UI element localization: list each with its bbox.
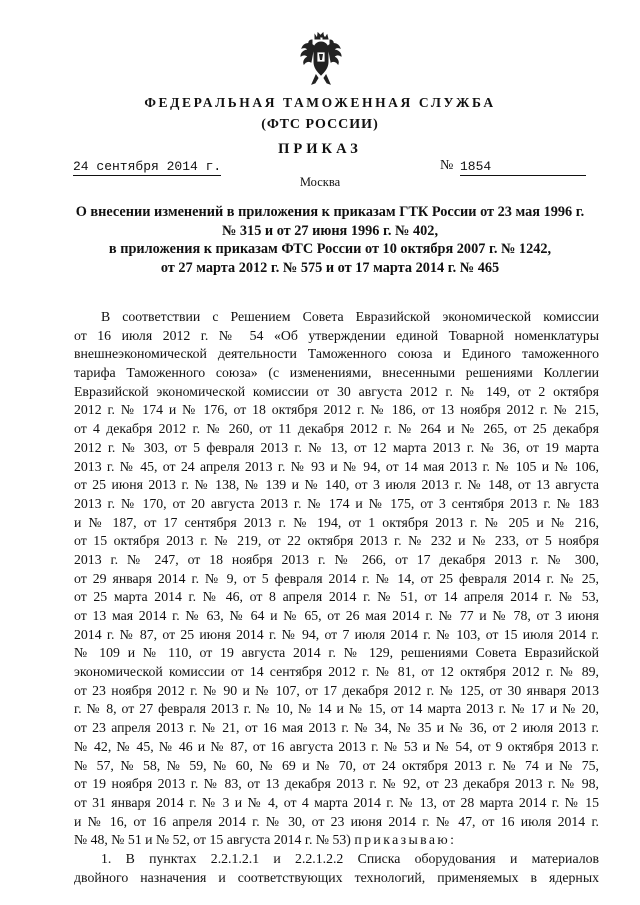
subject-line: О внесении изменений в приложения к приказам ГТК России от 23 мая 1996 г.	[75, 204, 585, 220]
agency-short-name: (ФТС РОССИИ)	[261, 117, 379, 132]
body-line: № 57, № 58, № 59, № 60, № 69 и № 70, от 24 октября 2013 г. № 74 и № 75,	[74, 757, 599, 773]
subject-line: в приложения к приказам ФТС России от 10 октября 2007 г. № 1242,	[108, 241, 552, 257]
body-line: В соответствии с Решением Совета Евразийской экономической комиссии	[101, 309, 599, 324]
body-line: 2013 г. № 45, от 24 апреля 2013 г. № 93 и № 94, от 14 мая 2013 г. № 105 и № 106,	[74, 458, 599, 474]
body-line: тарифа Таможенного союза» (с изменениями, внесенными решениями Коллегии	[74, 365, 599, 381]
city-of-issue: Москва	[299, 175, 341, 189]
order-body	[74, 308, 599, 887]
body-line: от 16 июля 2012 г. № 54 «Об утверждении единой Товарной номенклатуры	[74, 327, 599, 343]
agency-name: ФЕДЕРАЛЬНАЯ ТАМОЖЕННАЯ СЛУЖБА	[144, 95, 496, 110]
order-date: 24 сентября 2014 г.	[73, 159, 222, 174]
body-line: 2014 г. № 87, от 25 июня 2014 г. № 94, от 7 июля 2014 г. № 103, от 15 июля 2014 г.	[74, 626, 599, 642]
body-line: от 13 мая 2014 г. № 63, № 64 и № 65, от 26 мая 2014 г. № 77 и № 78, от 3 июня	[74, 608, 599, 623]
subject-line: № 315 и от 27 июня 1996 г. № 402,	[221, 222, 439, 239]
body-line: от 25 марта 2014 г. № 46, от 8 апреля 2014 г. № 51, от 14 апреля 2014 г. № 53,	[74, 589, 599, 605]
body-line: от 29 января 2014 г. № 9, от 5 февраля 2014 г. № 14, от 25 февраля 2014 г. № 25,	[74, 570, 599, 586]
order-word: приказываю:	[354, 832, 457, 848]
item-line: 1. В пунктах 2.2.1.2.1 и 2.2.1.2.2 Списка оборудования и материалов	[101, 850, 599, 866]
body-line: экономической комиссии от 14 сентября 2012 г. № 81, от 12 октября 2012 г. № 89,	[74, 664, 599, 680]
body-line: от 19 ноября 2013 г. № 83, от 13 декабря 2013 г. № 92, от 23 декабря 2013 г. № 98,	[74, 776, 599, 792]
body-line: 2012 г. № 303, от 5 февраля 2013 г. № 13, от 12 марта 2013 г. № 36, от 19 марта	[74, 439, 599, 455]
order-subject	[60, 203, 600, 277]
body-line-text: № 48, № 51 и № 52, от 15 августа 2014 г. № 53)	[74, 832, 355, 848]
order-number: 1854	[460, 159, 586, 176]
body-line: внешнеэкономической деятельности Таможенного союза и Единого таможенного	[74, 346, 599, 362]
item-line: двойного назначения и соответствующих технологий, применяемых в ядерных	[74, 869, 599, 885]
body-line: № 42, № 45, № 46 и № 87, от 16 августа 2013 г. № 53 и № 54, от 9 октября 2013 г.	[74, 738, 599, 754]
body-line: от 23 ноября 2012 г. № 90 и № 107, от 17 декабря 2012 г. № 125, от 30 января 2013	[74, 682, 599, 698]
body-line: от 4 декабря 2012 г. № 260, от 11 декабря 2012 г. № 264 и № 265, от 25 декабря	[74, 421, 599, 437]
body-line: и № 187, от 17 сентября 2013 г. № 194, от 1 октября 2013 г. № 205 и № 216,	[74, 514, 599, 530]
body-line	[74, 831, 599, 850]
body-line: 2013 г. № 247, от 18 ноября 2013 г. № 266, от 17 декабря 2013 г. № 300,	[74, 551, 599, 567]
document-type-title: ПРИКАЗ	[278, 141, 362, 157]
order-number-label: №	[440, 158, 454, 173]
body-line: от 25 июня 2013 г. № 138, № 139 и № 140, от 3 июля 2013 г. № 148, от 13 августа	[74, 477, 599, 493]
double-headed-eagle-emblem-icon	[299, 32, 343, 86]
body-line: № 109 и № 110, от 19 августа 2014 г. № 129, решениями Совета Евразийской	[74, 645, 599, 661]
body-line: 2012 г. № 174 и № 176, от 18 октября 2012 г. № 186, от 13 ноября 2012 г. № 215,	[74, 402, 599, 418]
body-line: г. № 8, от 27 февраля 2013 г. № 10, № 14 и № 15, от 14 марта 2013 г. № 17 и № 20,	[74, 701, 599, 717]
body-line: от 31 января 2014 г. № 3 и № 4, от 4 марта 2014 г. № 13, от 28 марта 2014 г. № 15	[74, 794, 599, 810]
body-line: Евразийской экономической комиссии от 30 августа 2012 г. № 149, от 2 октября	[74, 383, 599, 399]
body-line: 2013 г. № 170, от 20 августа 2013 г. № 174 и № 175, от 3 сентября 2013 г. № 183	[74, 495, 599, 511]
subject-line: от 27 марта 2012 г. № 575 и от 17 марта 2014 г. № 465	[160, 259, 500, 276]
body-line: от 23 апреля 2013 г. № 21, от 16 мая 2013 г. № 34, № 35 и № 36, от 2 июля 2013 г.	[74, 720, 599, 736]
body-line: и № 16, от 16 апреля 2014 г. № 30, от 23 июня 2014 г. № 47, от 16 июля 2014 г.	[74, 813, 599, 829]
body-line: от 15 октября 2013 г. № 219, от 22 октября 2013 г. № 232 и № 233, от 5 ноября	[74, 533, 599, 549]
